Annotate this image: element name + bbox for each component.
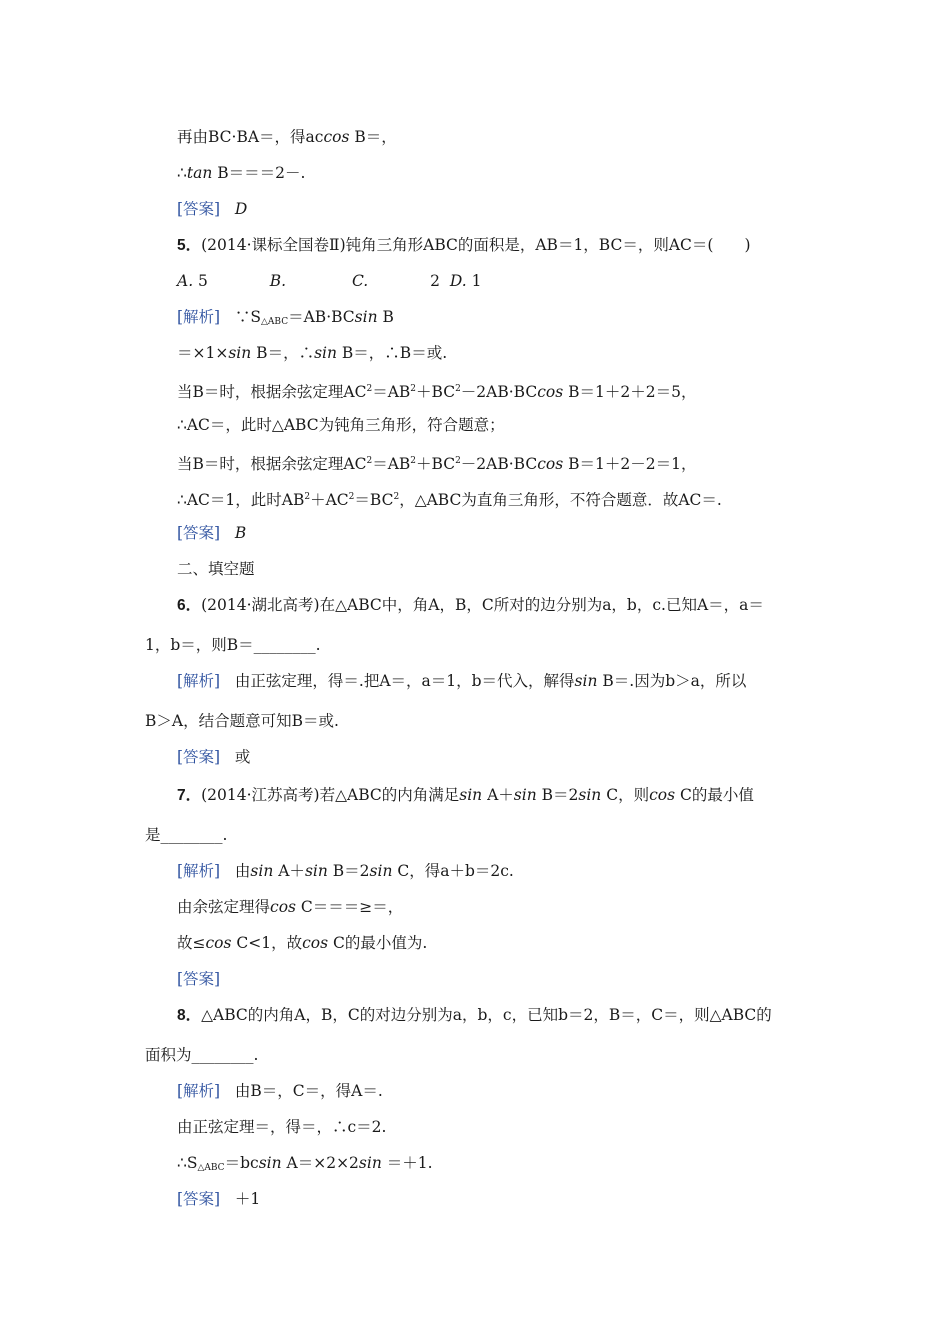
text: C，则 [601, 786, 650, 804]
italic-func: sin [574, 672, 598, 690]
solution-7-line-3 [177, 932, 427, 954]
analysis-tag: [解析] [177, 672, 221, 690]
superscript: 2 [455, 456, 461, 466]
text: ＝AB [372, 455, 411, 473]
text: 是________. [145, 826, 228, 844]
text: －2AB·BC [460, 455, 538, 473]
text: B＞A，结合题意可知B＝或. [145, 712, 339, 730]
solution-5-line-2 [177, 342, 447, 364]
text: A＝×2×2 [281, 1154, 359, 1172]
option-c-label: C. [352, 272, 369, 290]
italic-func: cos [537, 383, 564, 401]
question-text: 1，b＝，则B＝________. [145, 636, 321, 654]
solution-line-1 [177, 126, 397, 148]
italic-func: sin [354, 308, 378, 326]
answer-tag: [答案] [177, 200, 221, 218]
question-7-line-2 [145, 824, 227, 846]
option-c-value: 2 [430, 272, 440, 290]
section-title: 二、填空题 [177, 560, 255, 578]
text: B＝2 [327, 862, 370, 880]
text: ＝AB·BC [288, 308, 355, 326]
text: 当B＝时，根据余弦定理AC [177, 383, 367, 401]
text: ＝＋1. [381, 1154, 433, 1172]
subscript: △ABC [197, 1163, 225, 1173]
option-b-label: B. [269, 272, 287, 290]
subscript: △ABC [261, 317, 289, 327]
italic-func: cos [270, 898, 296, 916]
answer-line-4 [177, 198, 247, 220]
text: 面积为________. [145, 1046, 259, 1064]
text: 故≤ [177, 934, 206, 952]
solution-7-line-2 [177, 896, 403, 918]
superscript: 2 [410, 384, 417, 394]
italic-func: sin [358, 1154, 382, 1172]
text: B＝，∴ [251, 344, 315, 362]
question-7 [177, 784, 754, 807]
solution-5-line-6 [177, 486, 722, 511]
solution-7-line-1 [177, 860, 514, 882]
superscript: 2 [348, 492, 355, 502]
text: ＝BC [354, 491, 394, 509]
answer-value: B [234, 524, 247, 542]
option-a-label: A. [177, 272, 194, 290]
option-d-label: D. [449, 272, 467, 290]
italic-func: tan [186, 164, 213, 182]
text: ，△ABC为直角三角形，不符合题意．故AC＝. [399, 491, 722, 509]
italic-func: cos [302, 934, 329, 952]
text: ∴ [177, 164, 187, 182]
question-number: 7． [177, 787, 202, 804]
text: ＋BC [416, 455, 456, 473]
text: 由正弦定理＝，得＝，∴c＝2. [177, 1118, 387, 1136]
question-number: 6． [177, 597, 202, 614]
analysis-tag: [解析] [177, 308, 221, 326]
text: 当B＝时，根据余弦定理AC [177, 455, 367, 473]
solution-6-line-2 [145, 710, 339, 732]
text: B＝＝＝2－. [212, 164, 306, 182]
solution-line-2 [177, 162, 305, 184]
text: B＝2 [536, 786, 579, 804]
option-d-value: 1 [466, 272, 482, 290]
text: C，得a＋b＝2c. [392, 862, 514, 880]
solution-5-line-3 [177, 378, 696, 403]
superscript: 2 [366, 456, 373, 466]
italic-func: sin [459, 786, 483, 804]
question-text: △ABC的内角A，B，C的对边分别为a，b，c，已知b＝2，B＝，C＝，则△ABC的 [201, 1006, 772, 1024]
superscript: 2 [455, 384, 461, 394]
text: C<1，故 [231, 934, 303, 952]
italic-func: sin [513, 786, 537, 804]
text: B＝，∴B＝或. [336, 344, 448, 362]
solution-5-line-1 [177, 306, 394, 333]
superscript: 2 [393, 492, 400, 502]
analysis-tag: [解析] [177, 862, 221, 880]
question-number: 8． [177, 1007, 202, 1024]
solution-8-line-3 [177, 1152, 433, 1179]
question-text: (2014·课标全国卷Ⅱ)钝角三角形ABC的面积是，AB＝1，BC＝，则AC＝( ) [201, 236, 751, 254]
solution-5-line-4 [177, 414, 505, 436]
text: B [377, 308, 394, 326]
answer-line-5 [177, 522, 246, 544]
superscript: 2 [304, 492, 311, 502]
italic-func: sin [314, 344, 337, 362]
text: 由正弦定理，得＝.把A＝，a＝1，b＝代入，解得 [234, 672, 575, 690]
answer-value: 或 [234, 748, 251, 766]
text: ∴AC＝1，此时AB [177, 491, 305, 509]
text: B＝1＋2＋2＝5， [563, 383, 697, 401]
text: ∵S [234, 308, 262, 326]
text: B＝1＋2－2＝1， [563, 455, 697, 473]
text: C的最小值为. [328, 934, 428, 952]
text: ＋AC [310, 491, 349, 509]
italic-func: sin [369, 862, 393, 880]
solution-8-line-1 [177, 1080, 383, 1102]
text: －2AB·BC [460, 383, 538, 401]
question-6-line-2 [145, 634, 321, 656]
answer-tag: [答案] [177, 748, 221, 766]
text: B＝， [349, 128, 397, 146]
section-heading [177, 558, 255, 580]
italic-func: sin [228, 344, 252, 362]
text: ＝bc [224, 1154, 259, 1172]
question-5-options [177, 270, 481, 292]
answer-tag: [答案] [177, 970, 221, 988]
answer-line-7 [177, 968, 220, 990]
text: ＝×1× [177, 344, 229, 362]
question-8-line-2 [145, 1044, 258, 1066]
text: ＋BC [416, 383, 456, 401]
analysis-tag: [解析] [177, 1082, 221, 1100]
italic-func: cos [323, 128, 350, 146]
solution-8-line-2 [177, 1116, 386, 1138]
answer-line-6 [177, 746, 250, 768]
italic-func: cos [537, 455, 564, 473]
text: C的最小值 [675, 786, 754, 804]
answer-line-8 [177, 1188, 260, 1210]
italic-func: sin [578, 786, 602, 804]
text: B＝.因为b＞a，所以 [597, 672, 747, 690]
superscript: 2 [366, 384, 373, 394]
answer-tag: [答案] [177, 1190, 221, 1208]
answer-value: ＋1 [234, 1190, 261, 1208]
question-5 [177, 234, 751, 257]
answer-value: D [234, 200, 248, 218]
question-8 [177, 1004, 772, 1027]
superscript: 2 [410, 456, 417, 466]
italic-func: cos [205, 934, 232, 952]
answer-tag: [答案] [177, 524, 221, 542]
italic-func: sin [258, 1154, 282, 1172]
question-number: 5． [177, 237, 202, 254]
text: (2014·江苏高考)若△ABC的内角满足 [201, 786, 460, 804]
question-6 [177, 594, 764, 617]
text: 再由BC·BA＝，得ac [177, 128, 324, 146]
text: A＋ [273, 862, 305, 880]
solution-5-line-5 [177, 450, 696, 475]
text: 由B＝，C＝，得A＝. [234, 1082, 383, 1100]
solution-6-line-1 [177, 670, 746, 692]
italic-func: sin [250, 862, 274, 880]
text: 由余弦定理得 [177, 898, 271, 916]
text: 由 [234, 862, 251, 880]
text: ∴AC＝，此时△ABC为钝角三角形，符合题意； [177, 416, 505, 434]
text: A＋ [482, 786, 514, 804]
text: ＝AB [372, 383, 411, 401]
option-a-value: 5 [193, 272, 208, 290]
italic-func: sin [304, 862, 328, 880]
text: C＝＝＝≥＝， [295, 898, 404, 916]
italic-func: cos [649, 786, 676, 804]
text: ∴S [177, 1154, 198, 1172]
question-text: (2014·湖北高考)在△ABC中，角A，B，C所对的边分别为a，b，c.已知A＝，a＝ [201, 596, 764, 614]
